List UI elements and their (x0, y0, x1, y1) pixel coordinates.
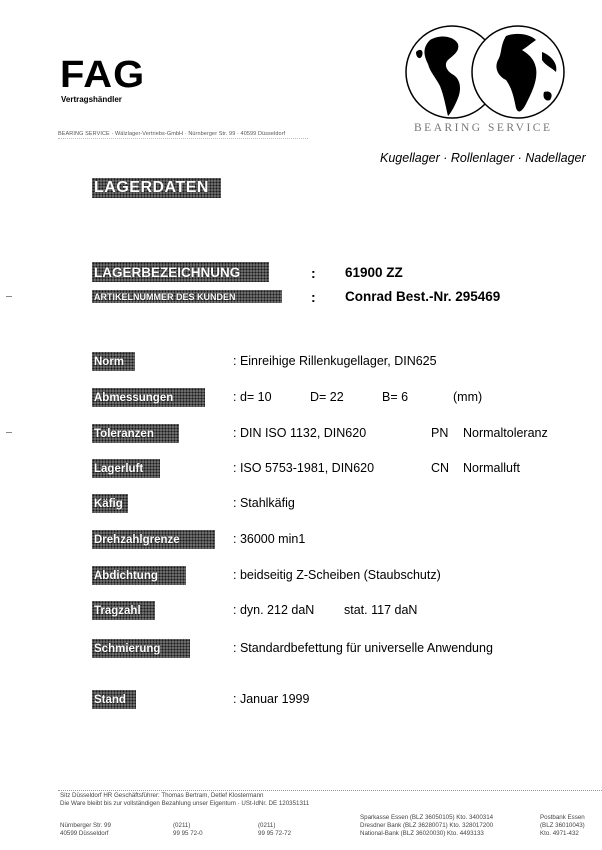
row-value-cage: : Stahlkäfig (233, 496, 295, 510)
row-value-lubrication: : Standardbefettung für universelle Anwendung (233, 641, 493, 655)
customer-number-colon: : (311, 289, 316, 305)
row-label-tolerances: Toleranzen (92, 424, 179, 443)
row-label-status: Stand (92, 690, 136, 709)
row-label-speed-limit: Drehzahlgrenze (92, 530, 215, 549)
designation-colon: : (311, 265, 316, 281)
row-label-lubrication: Schmierung (92, 639, 190, 658)
row-value-status: : Januar 1999 (233, 692, 310, 706)
row-value-clearance-name: Normalluft (463, 461, 520, 475)
footer-registry: Sitz Düsseldorf HR Geschäftsführer: Thomas Bertram, Detlef Klostermann (60, 792, 264, 799)
footer-rule (58, 790, 602, 791)
row-value-clearance: : ISO 5753-1981, DIN620 (233, 461, 375, 475)
footer-phone: 99 95 72-0 (173, 830, 203, 837)
footer-ownership: Die Ware bleibt bis zur vollständigen Bezahlung unser Eigentum · USt-IdNr. DE 120351311 (60, 800, 310, 807)
row-value-dimensions: : d= 10 (233, 390, 272, 404)
footer-bank-3: National-Bank (BLZ 36020030) Kto. 4493133 (360, 830, 484, 837)
footer-fax-prefix: (0211) (258, 822, 276, 829)
row-value-tolerance-name: Normaltoleranz (463, 426, 548, 440)
tagline: Kugellager · Rollenlager · Nadellager (380, 151, 586, 165)
sender-rule (58, 138, 308, 139)
footer-postbank-account: Kto. 4971-432 (540, 830, 579, 837)
footer-fax: 99 95 72-72 (258, 830, 292, 837)
row-value-tolerances: : DIN ISO 1132, DIN620 (233, 426, 367, 440)
row-value-sealing: : beidseitig Z-Scheiben (Staubschutz) (233, 568, 441, 582)
row-value-load-dynamic: : dyn. 212 daN (233, 603, 315, 617)
margin-mark (6, 432, 12, 433)
row-value-tolerance-class: PN (431, 426, 449, 440)
customer-number-value: Conrad Best.-Nr. 295469 (345, 289, 501, 304)
margin-mark (6, 296, 12, 297)
sender-line: BEARING SERVICE · Wälzlager-Vertriebs-GmbH · Nürnberger Str. 99 · 40599 Düsseldorf (58, 131, 286, 137)
row-label-dimensions: Abmessungen (92, 388, 205, 407)
footer-postbank-name: Postbank Essen (540, 814, 585, 821)
customer-number-label: ARTIKELNUMMER DES KUNDEN (92, 290, 282, 303)
row-value-unit: (mm) (453, 390, 483, 404)
page-title: LAGERDATEN (92, 178, 221, 198)
row-label-clearance: Lagerluft (92, 459, 160, 478)
row-label-load-rating: Tragzahl (92, 601, 155, 620)
bearing-service-label: BEARING SERVICE (414, 122, 553, 134)
logo-subtitle: Vertragshändler (61, 95, 122, 104)
row-value-speed-limit: : 36000 min1 (233, 532, 306, 546)
row-value-outer-diameter: D= 22 (310, 390, 344, 404)
row-value-clearance-class: CN (431, 461, 450, 475)
globe-logo-icon (402, 22, 568, 122)
footer-phone-prefix: (0211) (173, 822, 191, 829)
footer-postbank-blz: (BLZ 36010043) (540, 822, 585, 829)
row-value-load-static: stat. 117 daN (344, 603, 418, 617)
footer-bank-1: Sparkasse Essen (BLZ 36050105) Kto. 3400314 (360, 814, 494, 821)
footer-bank-2: Dresdner Bank (BLZ 36280071) Kto. 328017200 (360, 822, 494, 829)
designation-value: 61900 ZZ (345, 265, 403, 280)
footer-address-street: Nürnberger Str. 99 (60, 822, 111, 829)
fag-logo: FAG (60, 54, 146, 96)
row-value-width: B= 6 (382, 390, 409, 404)
row-label-cage: Käfig (92, 494, 128, 513)
row-label-sealing: Abdichtung (92, 566, 186, 585)
row-label-norm: Norm (92, 352, 135, 371)
row-value-norm: : Einreihige Rillenkugellager, DIN625 (233, 354, 437, 368)
designation-label: LAGERBEZEICHNUNG (92, 262, 269, 282)
footer-address-city: 40599 Düsseldorf (60, 830, 109, 837)
